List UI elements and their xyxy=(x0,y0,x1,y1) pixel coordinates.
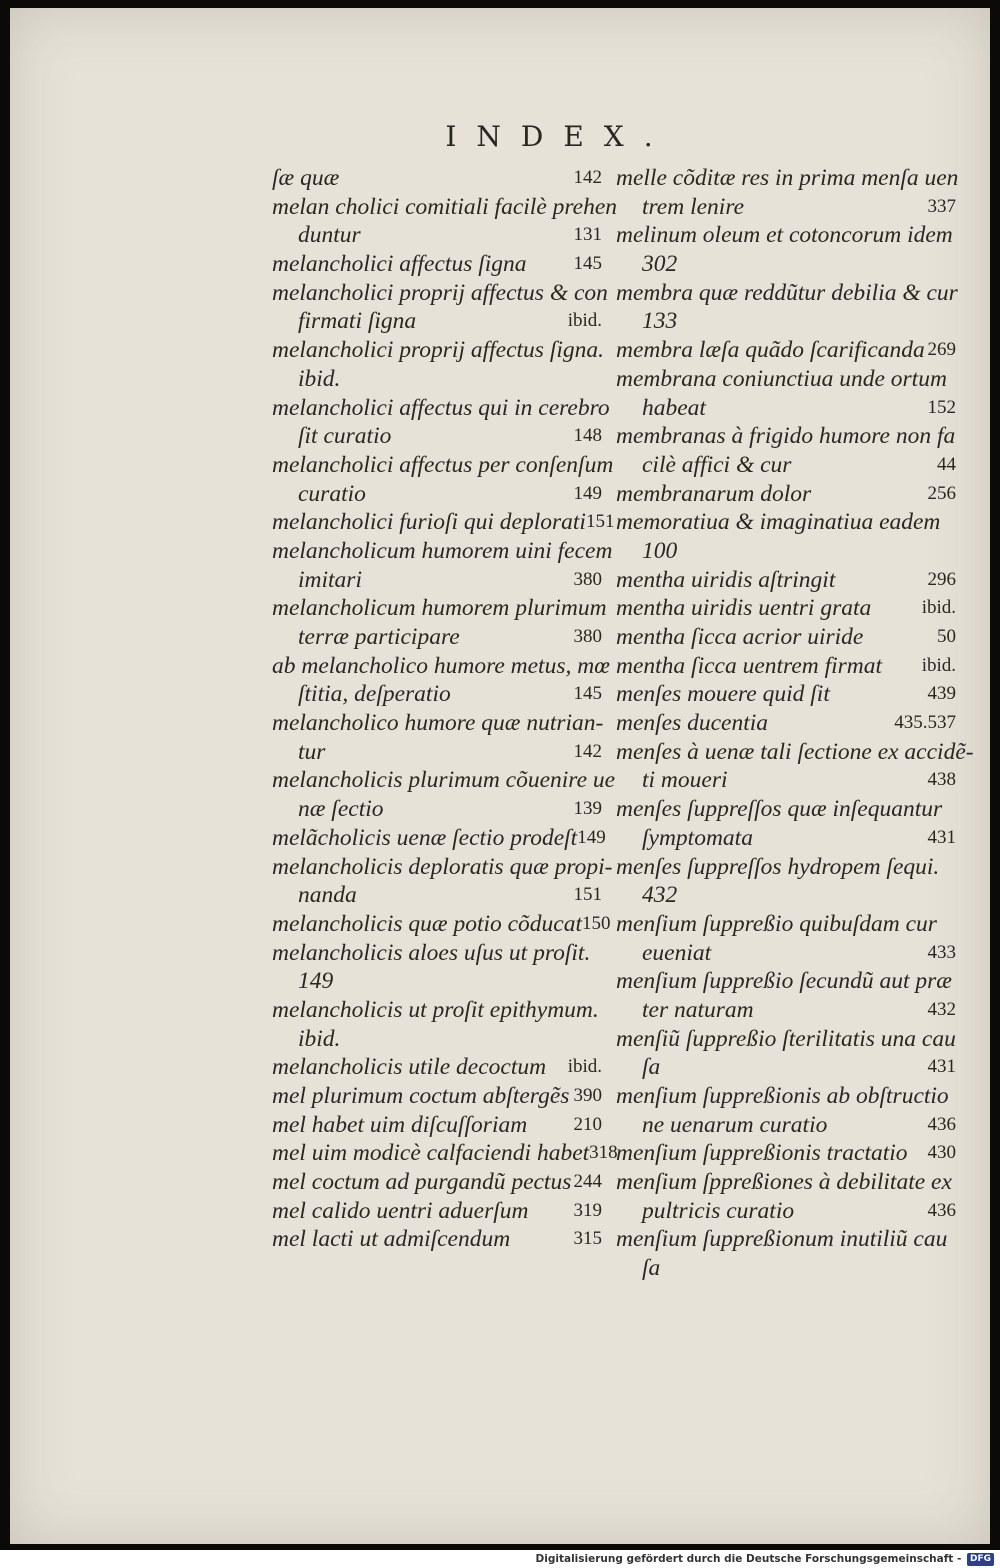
page-reference: 152 xyxy=(927,396,956,418)
index-entry-line xyxy=(616,164,959,193)
index-entry xyxy=(272,1082,602,1111)
index-entry-line xyxy=(616,766,956,795)
entry-text: membra læſa quãdo ſcarificanda xyxy=(616,337,925,364)
index-entry-line xyxy=(616,795,956,824)
index-entry xyxy=(272,594,607,651)
index-entry xyxy=(272,1168,602,1197)
index-entry xyxy=(272,279,608,336)
index-entry xyxy=(272,537,613,594)
entry-text: mentha uiridis uentri grata xyxy=(616,595,872,622)
index-entry-line xyxy=(616,422,956,451)
index-entry-line xyxy=(616,738,974,767)
index-entry xyxy=(272,853,613,910)
index-entry-line xyxy=(272,394,610,423)
index-entry-line xyxy=(616,594,956,623)
index-entry-line xyxy=(616,193,956,222)
entry-text: ſit curatio xyxy=(298,423,392,450)
index-entry-line xyxy=(272,193,618,222)
entry-text: melan cholici comitiali facilè prehen xyxy=(272,193,618,220)
digitization-footer xyxy=(0,1550,1000,1568)
page-reference: 131 xyxy=(573,224,602,246)
index-entry xyxy=(272,939,602,996)
index-entry-line xyxy=(616,508,956,537)
entry-text: ſymptomata xyxy=(642,824,753,851)
entry-text: melle cõditæ res in prima menſa uen xyxy=(616,165,959,191)
index-entry-line xyxy=(272,1139,618,1168)
index-entry-line xyxy=(272,910,611,939)
page-reference: 337 xyxy=(927,195,956,217)
page-reference: 296 xyxy=(927,568,956,590)
index-entry-line xyxy=(272,766,616,795)
page-reference: 50 xyxy=(937,626,956,647)
index-entry xyxy=(272,250,602,279)
index-entry-line xyxy=(616,881,956,910)
entry-text: 302 xyxy=(642,251,678,278)
entry-text: menſium ſuppreßio ſecundũ aut præ xyxy=(616,968,952,995)
index-entry xyxy=(616,221,956,278)
entry-text: melancholicis ut proſit epithymum. xyxy=(272,996,599,1023)
entry-text: firmati ſigna xyxy=(298,308,417,335)
index-entry xyxy=(616,422,956,479)
index-entry xyxy=(616,365,956,422)
index-entry-line xyxy=(616,939,956,968)
index-entry xyxy=(616,709,956,738)
index-entry-line xyxy=(616,537,956,566)
entry-text: melancholici affectus ſigna xyxy=(272,251,527,278)
entry-text: habeat xyxy=(642,394,706,421)
index-entry xyxy=(616,1082,956,1139)
index-entry-line xyxy=(616,853,956,882)
index-entry xyxy=(616,1225,956,1282)
entry-text: ſtitia, deſperatio xyxy=(298,681,451,708)
index-entry xyxy=(616,680,956,709)
entry-text: ſa xyxy=(642,1255,661,1282)
index-entry-line xyxy=(272,996,602,1025)
index-entry-line xyxy=(616,1225,956,1254)
index-entry-line xyxy=(272,1082,602,1111)
page-reference: 431 xyxy=(927,1056,956,1078)
index-entry-line xyxy=(272,164,602,193)
index-entry xyxy=(616,910,956,967)
entry-text: membranas à frigido humore non fa xyxy=(616,423,956,450)
entry-text: 149 xyxy=(298,968,334,995)
page-reference: 319 xyxy=(573,1199,602,1221)
entry-text: membra quæ reddũtur debilia & cur xyxy=(616,279,958,306)
index-column-left xyxy=(272,164,618,1254)
index-entry xyxy=(616,566,956,595)
index-entry-line xyxy=(272,422,602,451)
entry-text: ibid. xyxy=(298,1025,341,1052)
entry-text: melãcholicis uenæ ſectio prodeſt xyxy=(272,824,578,851)
index-entry-line xyxy=(272,623,602,652)
index-entry-line xyxy=(616,1025,956,1054)
page-reference: 142 xyxy=(573,167,602,188)
index-entry-line xyxy=(272,508,615,537)
index-entry-line xyxy=(272,939,602,968)
entry-text: melancholicum humorem uini fecem xyxy=(272,537,613,564)
entry-text: ſæ quæ xyxy=(272,165,340,191)
index-entry-line xyxy=(272,1025,602,1054)
entry-text: mel coctum ad purgandũ pectus xyxy=(272,1169,572,1196)
index-entry-line xyxy=(272,824,606,853)
index-entry-line xyxy=(272,738,602,767)
index-entry xyxy=(616,279,956,336)
index-entry xyxy=(616,1139,956,1168)
page-reference: 432 xyxy=(927,998,956,1020)
index-entry xyxy=(272,1111,602,1140)
index-entry-line xyxy=(272,967,602,996)
entry-text: melancholici affectus per conſenſum xyxy=(272,451,614,478)
page-reference: ibid. xyxy=(921,654,956,676)
index-entry-line xyxy=(616,1082,956,1111)
entry-text: menſium ſuppreßio quibuſdam cur xyxy=(616,910,937,937)
index-entry-line xyxy=(272,1168,602,1197)
index-entry xyxy=(272,336,605,393)
index-entry-line xyxy=(272,881,602,910)
page-reference: 256 xyxy=(927,482,956,504)
entry-text: melancholicis quæ potio cõducat xyxy=(272,910,583,937)
page-reference: 380 xyxy=(573,626,602,647)
index-entry-line xyxy=(616,1168,956,1197)
index-entry xyxy=(616,480,956,509)
index-entry-line xyxy=(272,1111,602,1140)
page-reference: 244 xyxy=(573,1171,602,1193)
entry-text: menſes ducentia xyxy=(616,710,769,737)
index-entry-line xyxy=(616,394,956,423)
index-entry xyxy=(616,623,956,652)
page-reference: 430 xyxy=(927,1142,956,1164)
index-entry xyxy=(272,164,602,193)
index-entry-line xyxy=(272,853,613,882)
index-entry-line xyxy=(616,221,956,250)
index-entry-line xyxy=(616,996,956,1025)
entry-text: melancholicis deploratis quæ propi- xyxy=(272,853,613,880)
index-entry xyxy=(272,996,602,1053)
entry-text: ibid. xyxy=(298,365,341,392)
index-entry xyxy=(272,766,616,823)
entry-text: mel habet uim diſcuſſoriam xyxy=(272,1111,528,1138)
entry-text: cilè affici & cur xyxy=(642,451,792,478)
page-reference: 438 xyxy=(927,769,956,791)
index-entry-line xyxy=(272,1197,602,1226)
index-entry-line xyxy=(616,1139,956,1168)
entry-text: ſa xyxy=(642,1054,661,1081)
page-reference: 145 xyxy=(573,683,602,705)
page-reference: 44 xyxy=(937,453,956,475)
page-reference: 435.537 xyxy=(894,712,956,734)
entry-text: melancholici proprij affectus ſigna. xyxy=(272,337,605,364)
index-entry xyxy=(616,853,956,910)
index-entry-line xyxy=(616,1197,956,1226)
page-reference: 439 xyxy=(927,683,956,705)
entry-text: mel calido uentri aduerſum xyxy=(272,1197,529,1224)
entry-text: trem lenire xyxy=(642,193,745,220)
page-reference: 149 xyxy=(577,826,606,848)
entry-text: membranarum dolor xyxy=(616,480,812,507)
page-reference: 390 xyxy=(573,1085,602,1106)
index-entry-line xyxy=(272,221,602,250)
page-reference: 151 xyxy=(585,511,615,533)
index-entry-line xyxy=(616,279,956,308)
index-entry-line xyxy=(272,709,602,738)
entry-text: curatio xyxy=(298,480,366,507)
index-entry-line xyxy=(616,910,956,939)
index-entry xyxy=(272,652,610,709)
entry-text: mel uim modicè calfaciendi habet xyxy=(272,1140,590,1167)
dfg-logo-icon: DFG xyxy=(967,1553,994,1566)
page-reference: 380 xyxy=(573,568,602,590)
entry-text: imitari xyxy=(298,566,362,593)
index-entry xyxy=(272,451,614,508)
entry-text: melancholicum humorem plurimum xyxy=(272,595,607,622)
index-entry-line xyxy=(272,652,610,681)
entry-text: mel lacti ut admiſcendum xyxy=(272,1226,511,1253)
page-reference: 433 xyxy=(927,941,956,963)
index-entry-line xyxy=(616,680,956,709)
index-entry-line xyxy=(272,307,602,336)
entry-text: melancholici proprij affectus & con xyxy=(272,279,608,306)
index-entry xyxy=(272,824,606,853)
index-entry-line xyxy=(616,967,956,996)
index-entry-line xyxy=(616,709,956,738)
index-entry-line xyxy=(272,566,602,595)
entry-text: melancholicis utile decoctum xyxy=(272,1054,547,1081)
index-entry-line xyxy=(272,1053,602,1082)
entry-text: menſium ſuppreßionum inutiliũ cau xyxy=(616,1226,948,1253)
index-entry xyxy=(272,1139,618,1168)
footer-text: Digitalisierung gefördert durch die Deutsche Forschungsgemeinschaft - xyxy=(535,1553,962,1565)
index-entry-line xyxy=(272,795,602,824)
entry-text: nanda xyxy=(298,882,357,909)
page-reference: 148 xyxy=(573,425,602,447)
entry-text: mentha ſicca acrior uiride xyxy=(616,624,864,650)
entry-text: eueniat xyxy=(642,939,712,966)
index-entry xyxy=(272,193,618,250)
entry-text: memoratiua & imaginatiua eadem xyxy=(616,509,941,536)
index-entry-line xyxy=(616,1111,956,1140)
page-reference: 142 xyxy=(573,740,602,762)
entry-text: tur xyxy=(298,738,326,765)
entry-text: ne uenarum curatio xyxy=(642,1111,828,1138)
entry-text: menſiũ ſuppreßio ſterilitatis una cau xyxy=(616,1025,956,1052)
index-entry-line xyxy=(616,566,956,595)
page-reference: 149 xyxy=(573,482,602,504)
index-entry xyxy=(616,1025,956,1082)
page-reference: 139 xyxy=(573,798,602,820)
index-entry-line xyxy=(616,307,956,336)
index-entry-line xyxy=(616,1254,956,1283)
page-reference: 150 xyxy=(582,912,611,934)
entry-text: melancholicis aloes uſus ut proſit. xyxy=(272,939,591,966)
index-entry-line xyxy=(616,652,956,681)
page-reference: ibid. xyxy=(567,1056,602,1078)
entry-text: menſium ſppreßiones à debilitate ex xyxy=(616,1169,952,1196)
entry-text: mentha ſicca uentrem firmat xyxy=(616,652,883,679)
index-entry xyxy=(272,1225,602,1254)
entry-text: mentha uiridis aſtringit xyxy=(616,566,836,593)
index-entry-line xyxy=(272,336,605,365)
entry-text: menſium ſuppreßionis tractatio xyxy=(616,1140,908,1167)
index-entry-line xyxy=(272,537,613,566)
entry-text: 133 xyxy=(642,308,678,335)
entry-text: pultricis curatio xyxy=(642,1197,795,1224)
entry-text: melancholici affectus qui in cerebro xyxy=(272,394,610,421)
index-entry-line xyxy=(616,623,956,652)
entry-text: melancholico humore quæ nutrian- xyxy=(272,710,604,737)
index-entry xyxy=(616,967,956,1024)
page-reference: ibid. xyxy=(921,597,956,619)
entry-text: ab melancholico humore metus, mœ xyxy=(272,652,610,679)
index-entry-line xyxy=(616,480,956,509)
index-entry xyxy=(272,508,615,537)
page-reference: 315 xyxy=(573,1228,602,1250)
index-entry xyxy=(616,795,956,852)
index-entry xyxy=(272,910,611,939)
index-entry xyxy=(616,508,956,565)
entry-text: melancholicis plurimum cõuenire ue xyxy=(272,767,616,794)
book-page xyxy=(10,8,990,1544)
index-entry xyxy=(616,594,956,623)
index-entry xyxy=(616,738,974,795)
index-entry xyxy=(272,1053,602,1082)
index-entry-line xyxy=(272,680,602,709)
page-reference: 269 xyxy=(927,339,956,361)
page-reference: 436 xyxy=(927,1113,956,1135)
index-entry-line xyxy=(272,1225,602,1254)
entry-text: membrana coniunctiua unde ortum xyxy=(616,365,947,392)
entry-text: menſes à uenæ tali ſectione ex accidẽ- xyxy=(616,738,974,765)
entry-text: ti moueri xyxy=(642,767,728,794)
index-column-right xyxy=(616,164,974,1283)
index-entry-line xyxy=(272,365,602,394)
entry-text: terræ participare xyxy=(298,624,460,650)
page-reference: 431 xyxy=(927,826,956,848)
entry-text: melancholici furioſi qui deplorati xyxy=(272,509,586,536)
entry-text: melinum oleum et cotoncorum idem xyxy=(616,222,953,249)
page-reference: 145 xyxy=(573,253,602,275)
entry-text: 100 xyxy=(642,537,678,564)
entry-text: ter naturam xyxy=(642,996,754,1023)
page-title: INDEX. xyxy=(445,120,673,153)
entry-text: menſes mouere quid ſit xyxy=(616,681,830,708)
index-entry xyxy=(272,709,602,766)
entry-text: duntur xyxy=(298,222,361,249)
entry-text: menſium ſuppreßionis ab obſtructio xyxy=(616,1083,949,1109)
index-entry-line xyxy=(272,480,602,509)
entry-text: mel plurimum coctum abſtergẽs xyxy=(272,1083,570,1109)
page-reference: 318 xyxy=(589,1142,618,1164)
index-entry-line xyxy=(616,824,956,853)
index-entry xyxy=(616,652,956,681)
index-entry-line xyxy=(272,279,608,308)
index-entry xyxy=(616,336,956,365)
index-entry xyxy=(616,1168,956,1225)
index-entry-line xyxy=(616,451,956,480)
entry-text: 432 xyxy=(642,882,678,909)
page-reference: 436 xyxy=(927,1199,956,1221)
index-entry xyxy=(272,394,610,451)
index-entry-line xyxy=(616,336,956,365)
entry-text: næ ſectio xyxy=(298,796,384,823)
index-entry-line xyxy=(272,250,602,279)
page-reference: 151 xyxy=(573,884,602,906)
index-entry-line xyxy=(616,365,956,394)
index-entry-line xyxy=(272,451,614,480)
page-reference: 210 xyxy=(573,1113,602,1135)
entry-text: menſes ſuppreſſos quæ inſequantur xyxy=(616,796,943,823)
page-reference: ibid. xyxy=(567,310,602,332)
index-entry-line xyxy=(272,594,607,623)
entry-text: menſes ſuppreſſos hydropem ſequi. xyxy=(616,853,940,880)
index-entry-line xyxy=(616,1053,956,1082)
index-entry-line xyxy=(616,250,956,279)
index-entry xyxy=(272,1197,602,1226)
index-entry xyxy=(616,164,959,221)
